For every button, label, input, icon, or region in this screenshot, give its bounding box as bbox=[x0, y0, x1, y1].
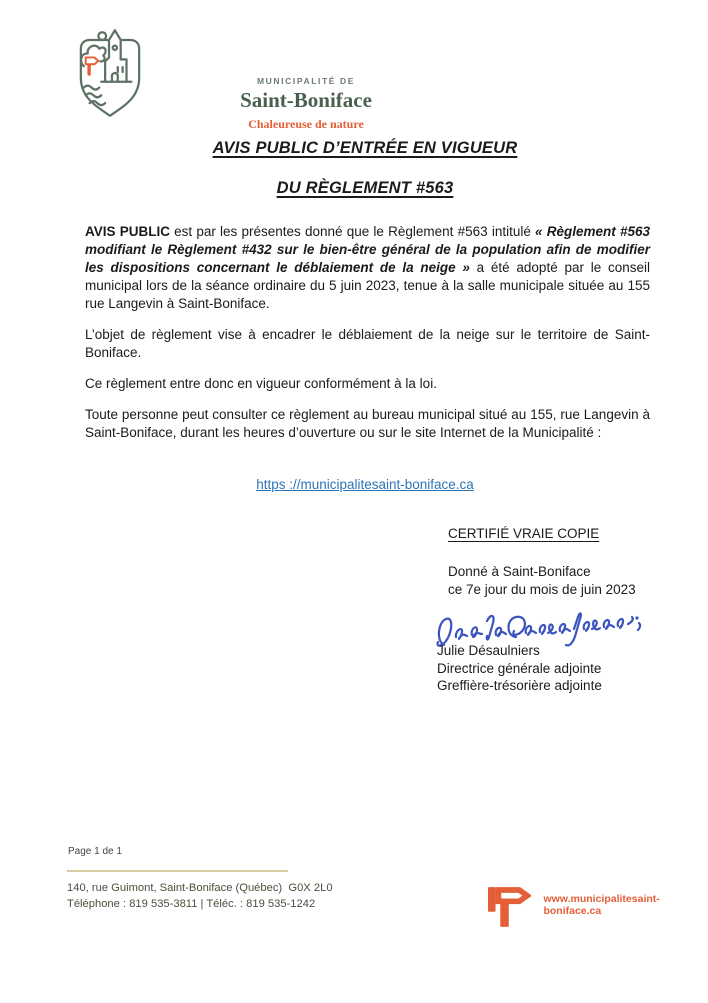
paragraph-adoption bbox=[85, 223, 650, 313]
municipality-website-link[interactable]: https ://municipalitesaint-boniface.ca bbox=[256, 477, 474, 492]
footer-address-block bbox=[67, 881, 333, 912]
notice-body bbox=[85, 223, 650, 442]
logo-org-name: Saint-Boniface bbox=[240, 88, 372, 112]
footer-phone-line: Téléphone : 819 535-3811 | Téléc. : 819 535-1242 bbox=[67, 897, 316, 910]
municipality-logo bbox=[76, 27, 372, 131]
notice-title bbox=[22, 139, 708, 198]
footer-brand bbox=[488, 886, 708, 928]
reglement-quoted-title: « Règlement #563 modifiant le Règlement #432 sur le bien-être général de la population afin de modifier les dispositions concernant le déblaiement de la neige » bbox=[85, 224, 650, 275]
avis-public-lead: AVIS PUBLIC bbox=[85, 224, 170, 239]
page-indicator: Page 1 de 1 bbox=[68, 846, 122, 857]
signer-title-2: Greffière-trésorière adjointe bbox=[437, 678, 602, 693]
given-date-line: ce 7e jour du mois de juin 2023 bbox=[448, 582, 636, 597]
paragraph-adoption-text: est par les présentes donné que le Règlement #563 intitulé bbox=[169, 224, 536, 239]
paragraph-consultation: Toute personne peut consulter ce règlement au bureau municipal situé au 155, rue Langevin à Saint-Boniface, durant les heures d’ouverture ou sur le site Internet de la Municipalité : bbox=[85, 407, 650, 440]
title-line-2: DU RÈGLEMENT #563 bbox=[276, 179, 454, 197]
municipal-crest-icon bbox=[76, 27, 144, 119]
website-link-row bbox=[22, 476, 708, 494]
footer-website-url: www.municipalitesaint-boniface.ca bbox=[543, 893, 660, 917]
signpost-icon bbox=[488, 886, 531, 928]
logo-tagline: Chaleureuse de nature bbox=[248, 117, 364, 131]
signer-block bbox=[437, 642, 602, 695]
paragraph-vigueur: Ce règlement entre donc en vigueur conformément à la loi. bbox=[85, 376, 437, 391]
paragraph-object: L’objet de règlement vise à encadrer le déblaiement de la neige sur le territoire de Saint-Boniface. bbox=[85, 327, 650, 360]
certification-block bbox=[448, 525, 636, 599]
footer-divider bbox=[67, 870, 288, 872]
paragraph-adoption-end: a été adopté par le conseil municipal lors de la séance ordinaire du 5 juin 2023, tenue à la salle municipale située au 155 rue Langevin à Saint-Boniface. bbox=[85, 260, 650, 311]
signer-name: Julie Désaulniers bbox=[437, 643, 540, 658]
footer-street-address: 140, rue Guimont, Saint-Boniface (Québec) G0X 2L0 bbox=[67, 882, 333, 894]
signer-title-1: Directrice générale adjointe bbox=[437, 660, 602, 676]
logo-org-prefix: MUNICIPALITÉ DE bbox=[257, 76, 355, 86]
certified-copy-heading: CERTIFIÉ VRAIE COPIE bbox=[448, 526, 600, 541]
given-at-line: Donné à Saint-Boniface bbox=[448, 564, 591, 579]
title-line-1: AVIS PUBLIC D’ENTRÉE EN VIGUEUR bbox=[212, 139, 518, 157]
